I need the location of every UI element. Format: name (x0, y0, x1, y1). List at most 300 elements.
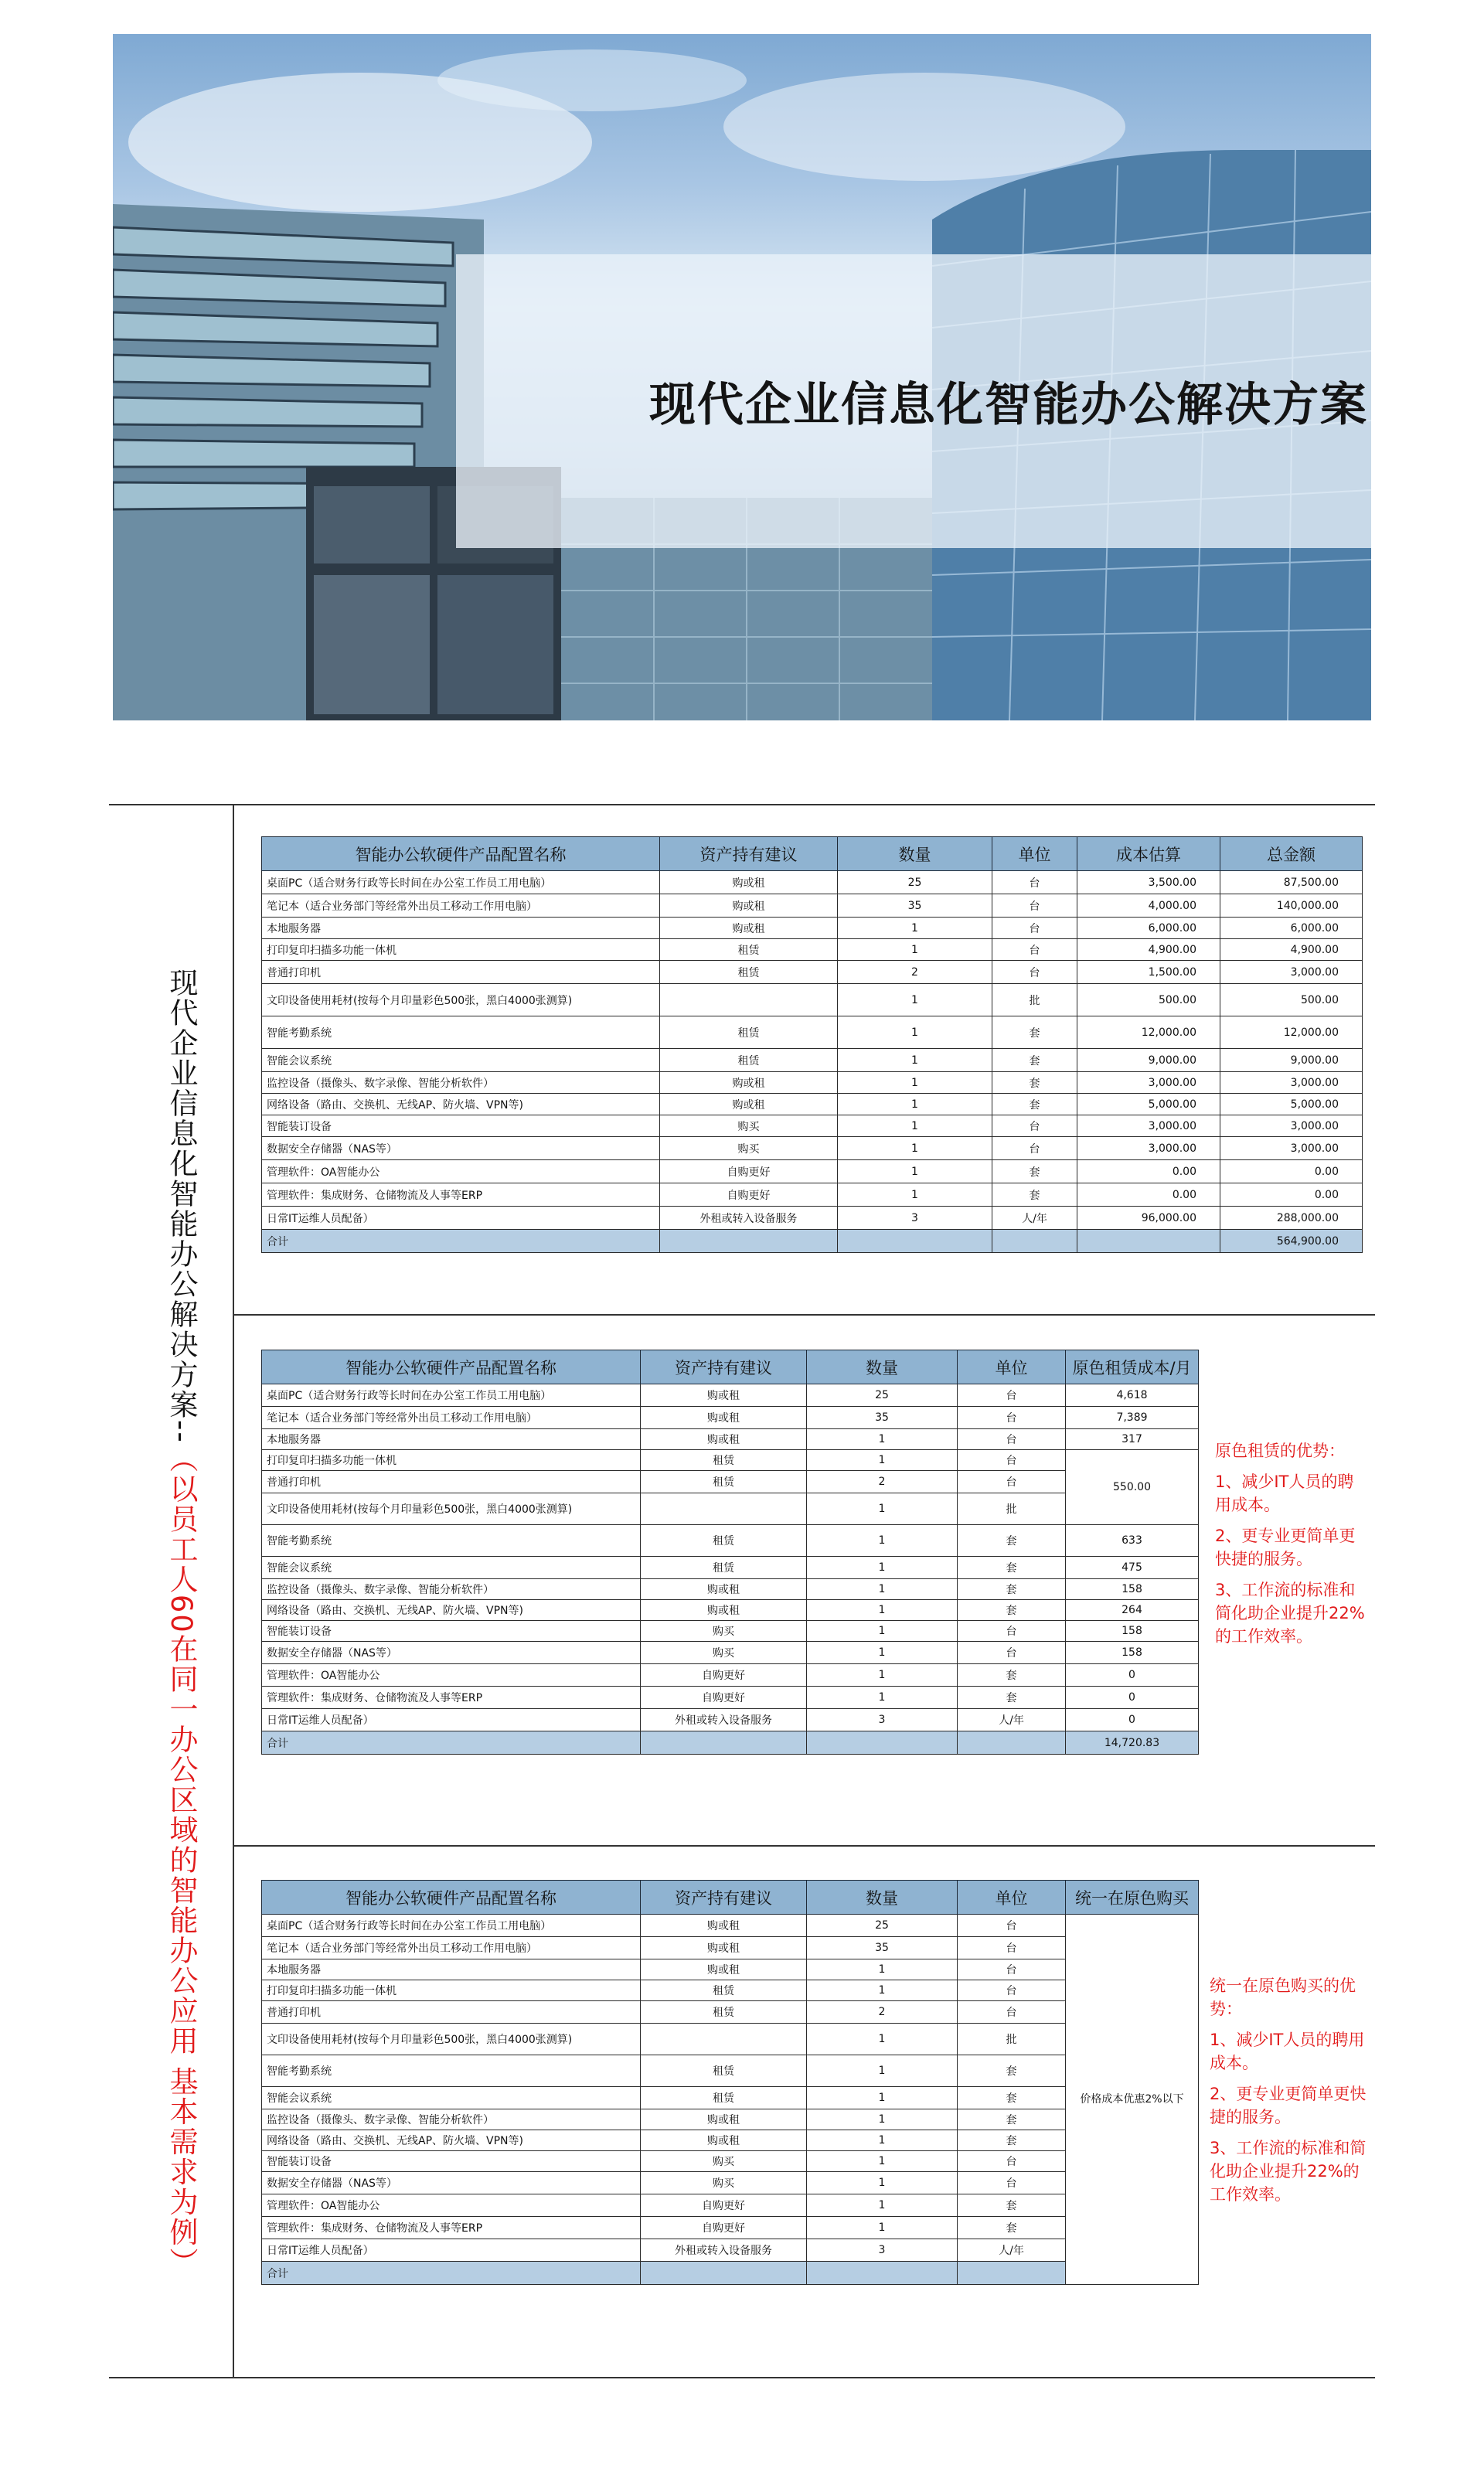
cell-name: 笔记本（适合业务部门等经常外出员工移动工作用电脑） (262, 1407, 641, 1429)
cell-name: 日常IT运维人员配备） (262, 1207, 660, 1230)
cell-unit: 套 (958, 2109, 1066, 2130)
cell-unit-cost: 5,000.00 (1077, 1094, 1220, 1115)
cell-unit: 套 (992, 1016, 1077, 1049)
col-quantity: 数量 (807, 1881, 958, 1915)
cell-name: 网络设备（路由、交换机、无线AP、防火墙、VPN等) (262, 2130, 641, 2151)
table-row (262, 1094, 1363, 1115)
cell-quantity: 1 (838, 1183, 992, 1207)
cell-quantity: 1 (807, 2087, 958, 2109)
cell-unit: 台 (958, 1937, 1066, 1959)
cell-name: 数据安全存储器（NAS等） (262, 1137, 660, 1160)
col-unit: 单位 (958, 1881, 1066, 1915)
col-name: 智能办公软硬件产品配置名称 (262, 1350, 641, 1384)
cell-ownership (641, 2024, 807, 2055)
cell-ownership: 租赁 (660, 1049, 838, 1072)
cell-rental-cost: 158 (1066, 1621, 1199, 1642)
purchase-advantages-note (1210, 1974, 1368, 2214)
hero-image (113, 34, 1371, 720)
cell-quantity: 1 (838, 1094, 992, 1115)
empty-cell (807, 1731, 958, 1755)
cell-unit: 台 (992, 894, 1077, 918)
cell-quantity: 1 (807, 1493, 958, 1525)
cell-unit: 套 (958, 2087, 1066, 2109)
table-row (262, 1207, 1363, 1230)
cell-total: 288,000.00 (1220, 1207, 1363, 1230)
cell-quantity: 25 (807, 1384, 958, 1407)
cell-total: 140,000.00 (1220, 894, 1363, 918)
cell-ownership: 自购更好 (660, 1183, 838, 1207)
cell-quantity: 1 (807, 2130, 958, 2151)
cell-ownership: 外租或转入设备服务 (641, 2239, 807, 2262)
cell-ownership: 购买 (641, 2151, 807, 2172)
cell-rental-cost: 0 (1066, 1709, 1199, 1731)
cell-ownership: 购买 (641, 1621, 807, 1642)
cell-total: 500.00 (1220, 984, 1363, 1016)
empty-cell (992, 1230, 1077, 1253)
cell-unit: 套 (958, 1664, 1066, 1687)
cell-ownership: 购或租 (660, 1072, 838, 1094)
table-header (262, 1350, 1199, 1384)
cell-unit: 批 (958, 1493, 1066, 1525)
cell-unit: 台 (992, 1137, 1077, 1160)
cell-total: 0.00 (1220, 1160, 1363, 1183)
cell-unit-cost: 9,000.00 (1077, 1049, 1220, 1072)
cell-unit-cost: 0.00 (1077, 1183, 1220, 1207)
cell-unit: 台 (958, 1642, 1066, 1664)
empty-cell (641, 1731, 807, 1755)
section-divider-1 (233, 1314, 1375, 1316)
cell-rental-cost: 633 (1066, 1525, 1199, 1557)
cell-quantity: 1 (807, 1579, 958, 1600)
cell-ownership: 租赁 (641, 1471, 807, 1493)
cell-quantity: 1 (838, 1016, 992, 1049)
cell-ownership: 自购更好 (641, 2217, 807, 2239)
cell-unit: 台 (992, 961, 1077, 984)
top-rule (109, 804, 1375, 805)
table-row (262, 1959, 1199, 1980)
cell-ownership: 购买 (641, 1642, 807, 1664)
cell-unit: 台 (958, 1959, 1066, 1980)
cell-quantity: 1 (807, 1664, 958, 1687)
cell-quantity: 2 (838, 961, 992, 984)
cell-unit: 套 (958, 1525, 1066, 1557)
empty-cell (807, 2262, 958, 2285)
cell-name: 笔记本（适合业务部门等经常外出员工移动工作用电脑） (262, 894, 660, 918)
cell-ownership: 租赁 (660, 961, 838, 984)
total-label: 合计 (262, 1731, 641, 1755)
col-ownership: 资产持有建议 (641, 1881, 807, 1915)
cell-name: 桌面PC（适合财务行政等长时间在办公室工作员工用电脑） (262, 871, 660, 894)
cell-ownership: 租赁 (641, 2087, 807, 2109)
col-quantity: 数量 (838, 837, 992, 871)
cell-unit-cost: 3,000.00 (1077, 1137, 1220, 1160)
table-row (262, 1115, 1363, 1137)
cell-unit-cost: 4,900.00 (1077, 939, 1220, 961)
table-row (262, 2087, 1199, 2109)
table-row (262, 939, 1363, 961)
cell-ownership: 购或租 (641, 1915, 807, 1937)
side-title (151, 968, 198, 2278)
table-row (262, 1493, 1199, 1525)
cell-quantity: 1 (838, 918, 992, 939)
cell-ownership: 购或租 (641, 1407, 807, 1429)
cell-total: 3,000.00 (1220, 1072, 1363, 1094)
cell-name: 普通打印机 (262, 1471, 641, 1493)
col-unit: 单位 (992, 837, 1077, 871)
cell-name: 智能装订设备 (262, 1621, 641, 1642)
cell-unit: 台 (958, 2172, 1066, 2194)
cell-ownership: 租赁 (641, 1980, 807, 2001)
cell-quantity: 1 (807, 1980, 958, 2001)
cell-name: 桌面PC（适合财务行政等长时间在办公室工作员工用电脑） (262, 1384, 641, 1407)
cell-ownership: 租赁 (641, 1557, 807, 1579)
cell-name: 日常IT运维人员配备） (262, 2239, 641, 2262)
cell-name: 监控设备（摄像头、数字录像、智能分析软件） (262, 1072, 660, 1094)
cell-rental-cost: 0 (1066, 1687, 1199, 1709)
cell-name: 笔记本（适合业务部门等经常外出员工移动工作用电脑） (262, 1937, 641, 1959)
cell-unit: 套 (958, 2130, 1066, 2151)
cell-name: 监控设备（摄像头、数字录像、智能分析软件） (262, 2109, 641, 2130)
cell-ownership (660, 984, 838, 1016)
cell-unit: 台 (958, 2001, 1066, 2024)
cell-quantity: 2 (807, 2001, 958, 2024)
cell-unit: 台 (958, 2151, 1066, 2172)
table-row (262, 2239, 1199, 2262)
purchase-table (261, 1880, 1199, 2285)
cell-quantity: 1 (807, 1959, 958, 1980)
table-row (262, 1384, 1199, 1407)
cell-name: 数据安全存储器（NAS等） (262, 2172, 641, 2194)
cell-quantity: 1 (807, 2055, 958, 2087)
table-row (262, 1621, 1199, 1642)
cell-quantity: 1 (807, 1429, 958, 1450)
table-row (262, 2109, 1199, 2130)
cell-name: 管理软件：OA智能办公 (262, 2194, 641, 2217)
empty-cell (1077, 1230, 1220, 1253)
cell-unit: 套 (992, 1183, 1077, 1207)
cell-name: 管理软件：OA智能办公 (262, 1160, 660, 1183)
page-title: 现代企业信息化智能办公解决方案 (649, 378, 1368, 432)
col-name: 智能办公软硬件产品配置名称 (262, 837, 660, 871)
cell-quantity: 1 (838, 1160, 992, 1183)
cell-name: 打印复印扫描多功能一体机 (262, 1450, 641, 1471)
cell-name: 管理软件：集成财务、仓储物流及人事等ERP (262, 1183, 660, 1207)
cell-name: 监控设备（摄像头、数字录像、智能分析软件） (262, 1579, 641, 1600)
table-row (262, 1429, 1199, 1450)
cell-name: 打印复印扫描多功能一体机 (262, 939, 660, 961)
cell-name: 智能考勤系统 (262, 1016, 660, 1049)
cell-unit: 台 (958, 1429, 1066, 1450)
cell-ownership: 购或租 (641, 1937, 807, 1959)
cell-ownership (641, 1493, 807, 1525)
cell-quantity: 1 (807, 1642, 958, 1664)
cell-name: 智能考勤系统 (262, 1525, 641, 1557)
cell-rental-cost: 4,618 (1066, 1384, 1199, 1407)
side-title-main: 现代企业信息化智能办公解决方案-- (165, 968, 198, 1444)
cell-quantity: 1 (807, 2109, 958, 2130)
cell-total: 87,500.00 (1220, 871, 1363, 894)
cell-unit-cost: 3,000.00 (1077, 1115, 1220, 1137)
table-row (262, 1072, 1363, 1094)
note-item: 3、工作流的标准和简化助企业提升22%的工作效率。 (1215, 1581, 1365, 1646)
cell-name: 网络设备（路由、交换机、无线AP、防火墙、VPN等) (262, 1600, 641, 1621)
cell-unit: 套 (958, 1687, 1066, 1709)
total-label: 合计 (262, 1230, 660, 1253)
cell-name: 文印设备使用耗材(按每个月印量彩色500张，黑白4000张测算) (262, 1493, 641, 1525)
cell-unit: 台 (958, 1915, 1066, 1937)
cell-quantity: 1 (807, 2172, 958, 2194)
cell-total: 5,000.00 (1220, 1094, 1363, 1115)
cell-rental-cost: 317 (1066, 1429, 1199, 1450)
table-row (262, 1579, 1199, 1600)
col-rental-cost: 原色租赁成本/月 (1066, 1350, 1199, 1384)
cell-unit: 套 (958, 2194, 1066, 2217)
cell-quantity: 35 (807, 1937, 958, 1959)
title-banner (456, 254, 1371, 548)
empty-cell (958, 2262, 1066, 2285)
cell-unit-cost: 96,000.00 (1077, 1207, 1220, 1230)
cell-ownership: 租赁 (660, 1016, 838, 1049)
note-item: 1、减少IT人员的聘用成本。 (1215, 1473, 1354, 1514)
cell-rental-cost: 158 (1066, 1642, 1199, 1664)
cell-quantity: 3 (807, 2239, 958, 2262)
table-row (262, 894, 1363, 918)
cell-ownership: 租赁 (641, 2001, 807, 2024)
table-row (262, 1049, 1363, 1072)
cell-quantity: 3 (838, 1207, 992, 1230)
cell-quantity: 1 (807, 2194, 958, 2217)
cell-name: 日常IT运维人员配备） (262, 1709, 641, 1731)
cell-unit: 台 (958, 1980, 1066, 2001)
cell-name: 普通打印机 (262, 2001, 641, 2024)
col-quantity: 数量 (807, 1350, 958, 1384)
cell-unit: 套 (958, 2217, 1066, 2239)
table-row (262, 1471, 1199, 1493)
cell-unit: 台 (958, 1407, 1066, 1429)
total-value: 564,900.00 (1220, 1230, 1363, 1253)
note-item: 3、工作流的标准和简化助企业提升22%的工作效率。 (1210, 2139, 1367, 2204)
cell-unit: 套 (958, 1600, 1066, 1621)
cell-name: 数据安全存储器（NAS等） (262, 1642, 641, 1664)
empty-cell (641, 2262, 807, 2285)
cell-name: 普通打印机 (262, 961, 660, 984)
cell-unit: 套 (958, 1557, 1066, 1579)
table-row (262, 1016, 1363, 1049)
cell-name: 智能会议系统 (262, 1557, 641, 1579)
cell-ownership: 购或租 (641, 1429, 807, 1450)
bottom-rule (109, 2377, 1375, 2378)
table-header (262, 837, 1363, 871)
cell-unit: 人/年 (958, 1709, 1066, 1731)
cell-quantity: 1 (807, 2024, 958, 2055)
table-row (262, 1450, 1199, 1471)
cell-name: 网络设备（路由、交换机、无线AP、防火墙、VPN等) (262, 1094, 660, 1115)
cell-rental-cost: 475 (1066, 1557, 1199, 1579)
table-row (262, 2217, 1199, 2239)
note-item: 1、减少IT人员的聘用成本。 (1210, 2031, 1365, 2072)
cell-unit: 批 (958, 2024, 1066, 2055)
table-row (262, 1137, 1363, 1160)
cell-ownership: 外租或转入设备服务 (660, 1207, 838, 1230)
table-row (262, 1915, 1199, 1937)
col-ownership: 资产持有建议 (641, 1350, 807, 1384)
cell-unit: 台 (992, 871, 1077, 894)
table-row (262, 1600, 1199, 1621)
cell-total: 3,000.00 (1220, 1115, 1363, 1137)
cell-unit-cost: 4,000.00 (1077, 894, 1220, 918)
cell-unit: 人/年 (958, 2239, 1066, 2262)
table-row (262, 1687, 1199, 1709)
table-row (262, 918, 1363, 939)
table-header (262, 1881, 1199, 1915)
cell-ownership: 租赁 (641, 1450, 807, 1471)
cell-unit-cost: 6,000.00 (1077, 918, 1220, 939)
cell-total: 6,000.00 (1220, 918, 1363, 939)
cell-ownership: 购或租 (641, 2109, 807, 2130)
cell-unit-cost: 3,500.00 (1077, 871, 1220, 894)
cell-ownership: 租赁 (641, 1525, 807, 1557)
cell-rental-cost: 158 (1066, 1579, 1199, 1600)
table-row (262, 1183, 1363, 1207)
total-label: 合计 (262, 2262, 641, 2285)
cell-rental-cost: 550.00 (1066, 1450, 1199, 1525)
cell-name: 桌面PC（适合财务行政等长时间在办公室工作员工用电脑） (262, 1915, 641, 1937)
merged-discount-cell: 价格成本优惠2%以下 (1066, 1915, 1199, 2285)
col-total: 总金额 (1220, 837, 1363, 871)
total-row (262, 1230, 1363, 1253)
cell-unit: 人/年 (992, 1207, 1077, 1230)
empty-cell (838, 1230, 992, 1253)
cell-unit: 台 (992, 918, 1077, 939)
table-row (262, 1642, 1199, 1664)
empty-cell (660, 1230, 838, 1253)
col-name: 智能办公软硬件产品配置名称 (262, 1881, 641, 1915)
cell-ownership: 购或租 (660, 871, 838, 894)
cell-quantity: 25 (807, 1915, 958, 1937)
cell-quantity: 1 (807, 1621, 958, 1642)
cell-quantity: 1 (807, 1687, 958, 1709)
col-unit: 单位 (958, 1350, 1066, 1384)
cell-quantity: 2 (807, 1471, 958, 1493)
table-row (262, 1664, 1199, 1687)
cell-unit-cost: 0.00 (1077, 1160, 1220, 1183)
table-row (262, 2001, 1199, 2024)
table-row (262, 2194, 1199, 2217)
cell-total: 3,000.00 (1220, 961, 1363, 984)
cell-quantity: 1 (838, 1049, 992, 1072)
cell-quantity: 1 (807, 1525, 958, 1557)
total-value: 14,720.83 (1066, 1731, 1199, 1755)
total-row (262, 1731, 1199, 1755)
cell-quantity: 1 (807, 1600, 958, 1621)
cell-quantity: 1 (838, 939, 992, 961)
cell-ownership: 购或租 (641, 1959, 807, 1980)
table-row (262, 1980, 1199, 2001)
cell-name: 文印设备使用耗材(按每个月印量彩色500张，黑白4000张测算) (262, 984, 660, 1016)
cell-total: 12,000.00 (1220, 1016, 1363, 1049)
side-title-highlight: （以员工人60在同一办公区域的智能办公应用 基本需求为例） (165, 1443, 198, 2278)
cell-quantity: 1 (838, 984, 992, 1016)
cell-ownership: 购或租 (641, 1384, 807, 1407)
cell-unit: 套 (992, 1160, 1077, 1183)
table-row (262, 1937, 1199, 1959)
cell-quantity: 1 (807, 2217, 958, 2239)
cell-rental-cost: 7,389 (1066, 1407, 1199, 1429)
cell-unit-cost: 500.00 (1077, 984, 1220, 1016)
cell-unit-cost: 12,000.00 (1077, 1016, 1220, 1049)
cell-total: 4,900.00 (1220, 939, 1363, 961)
cell-ownership: 自购更好 (641, 1664, 807, 1687)
note-item: 2、更专业更简单更快捷的服务。 (1210, 2085, 1367, 2126)
table-row (262, 1525, 1199, 1557)
cell-rental-cost: 264 (1066, 1600, 1199, 1621)
cell-quantity: 35 (807, 1407, 958, 1429)
cell-unit: 套 (958, 2055, 1066, 2087)
col-ownership: 资产持有建议 (660, 837, 838, 871)
cell-quantity: 1 (838, 1072, 992, 1094)
cell-name: 本地服务器 (262, 918, 660, 939)
cell-quantity: 1 (807, 1450, 958, 1471)
cell-name: 打印复印扫描多功能一体机 (262, 1980, 641, 2001)
cell-ownership: 自购更好 (660, 1160, 838, 1183)
cell-ownership: 购或租 (641, 2130, 807, 2151)
cost-table (261, 836, 1363, 1253)
cell-ownership: 购或租 (641, 1600, 807, 1621)
cell-ownership: 购或租 (641, 1579, 807, 1600)
table-row (262, 1407, 1199, 1429)
cell-name: 本地服务器 (262, 1429, 641, 1450)
empty-cell (958, 1731, 1066, 1755)
cell-name: 管理软件：OA智能办公 (262, 1664, 641, 1687)
cell-ownership: 租赁 (660, 939, 838, 961)
cell-quantity: 25 (838, 871, 992, 894)
cell-unit: 台 (958, 1471, 1066, 1493)
note-item: 2、更专业更简单更快捷的服务。 (1215, 1527, 1356, 1568)
cell-ownership: 自购更好 (641, 2194, 807, 2217)
cell-total: 0.00 (1220, 1183, 1363, 1207)
cell-quantity: 1 (838, 1137, 992, 1160)
table-row (262, 1709, 1199, 1731)
table-row (262, 871, 1363, 894)
cell-name: 本地服务器 (262, 1959, 641, 1980)
cell-ownership: 购或租 (660, 1094, 838, 1115)
cell-quantity: 1 (838, 1115, 992, 1137)
cell-rental-cost: 0 (1066, 1664, 1199, 1687)
cell-name: 智能装订设备 (262, 2151, 641, 2172)
cell-unit-cost: 1,500.00 (1077, 961, 1220, 984)
cell-unit: 套 (958, 1579, 1066, 1600)
cell-name: 管理软件：集成财务、仓储物流及人事等ERP (262, 1687, 641, 1709)
cell-unit-cost: 3,000.00 (1077, 1072, 1220, 1094)
cell-unit: 台 (992, 939, 1077, 961)
cell-name: 管理软件：集成财务、仓储物流及人事等ERP (262, 2217, 641, 2239)
cell-unit: 台 (958, 1384, 1066, 1407)
cell-ownership: 租赁 (641, 2055, 807, 2087)
note-title: 统一在原色购买的优势： (1210, 1976, 1356, 2018)
rental-advantages-note (1215, 1439, 1368, 1656)
table-row (262, 1160, 1363, 1183)
cell-ownership: 购买 (660, 1115, 838, 1137)
cell-name: 智能装订设备 (262, 1115, 660, 1137)
table-row (262, 2172, 1199, 2194)
cell-unit: 套 (992, 1094, 1077, 1115)
cell-ownership: 外租或转入设备服务 (641, 1709, 807, 1731)
table-row (262, 984, 1363, 1016)
cell-unit: 台 (958, 1621, 1066, 1642)
cell-ownership: 购买 (641, 2172, 807, 2194)
cell-unit: 套 (992, 1072, 1077, 1094)
cell-unit: 批 (992, 984, 1077, 1016)
